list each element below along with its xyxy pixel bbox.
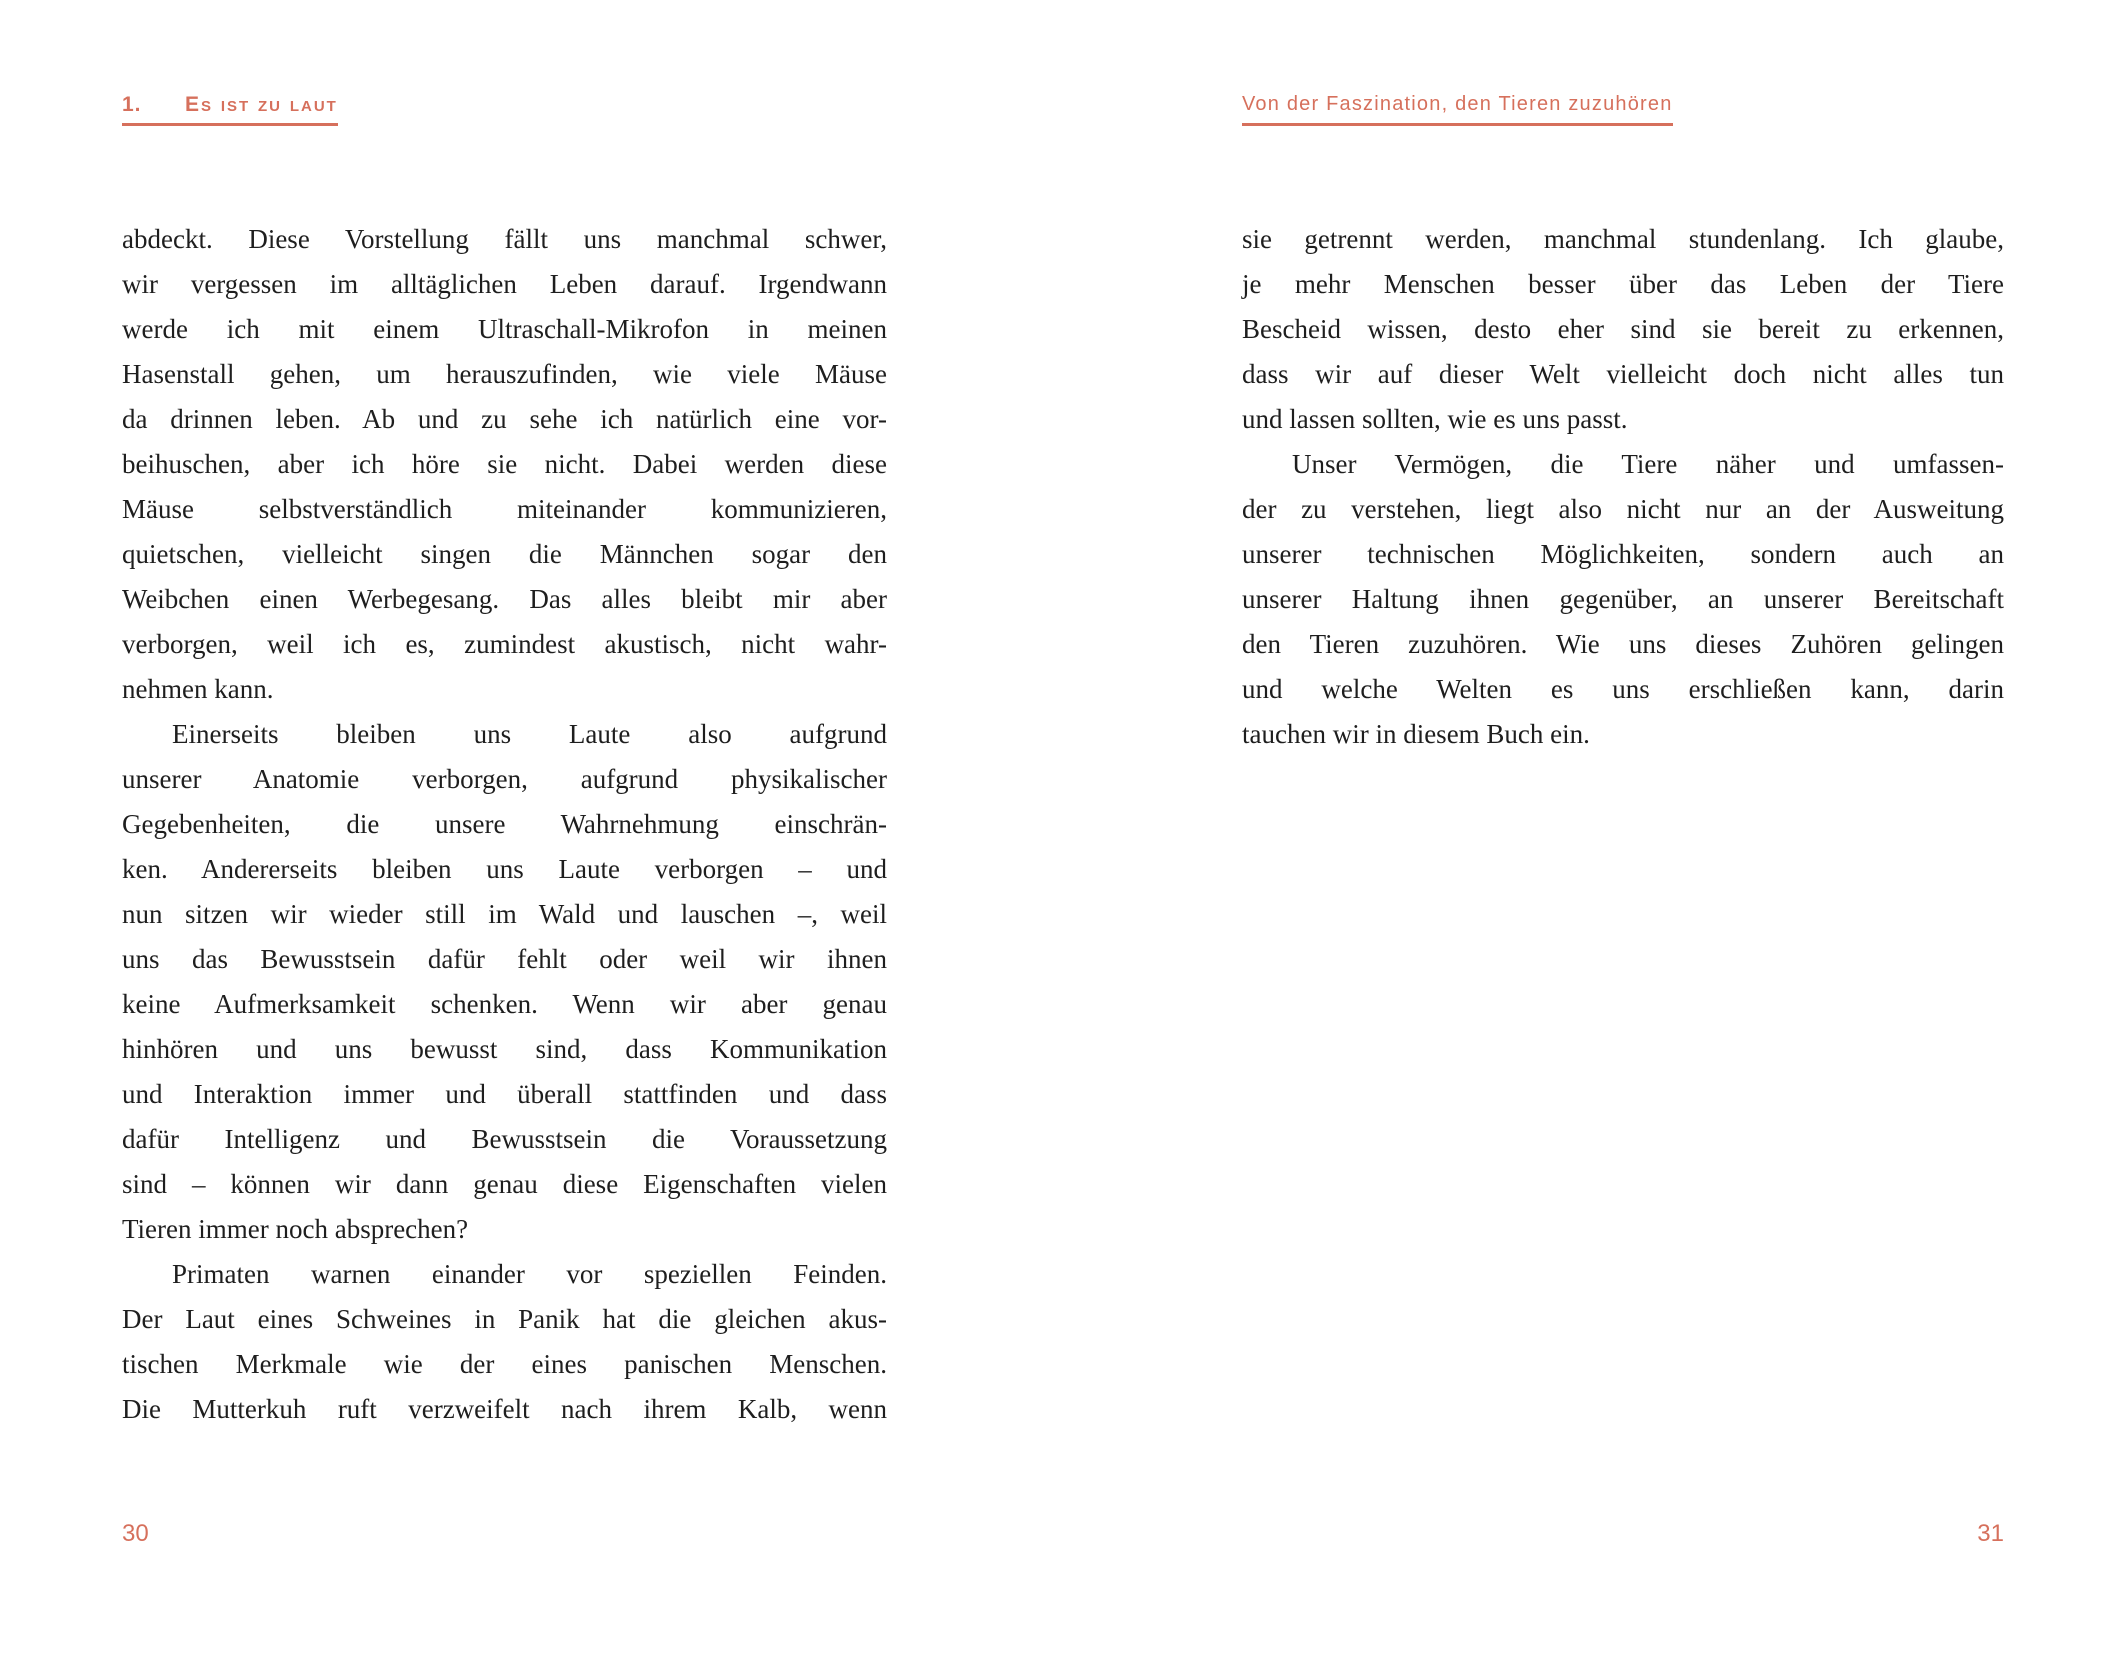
section-header [1242, 94, 1673, 126]
text-line: nun sitzen wir wieder still im Wald und lauschen –, weil [122, 899, 887, 929]
text-line: Tieren immer noch absprechen? [122, 1214, 469, 1244]
text-line: werde ich mit einem Ultraschall-Mikrofon in meinen [122, 314, 887, 344]
text-line: unserer Anatomie verborgen, aufgrund physikalischer [122, 764, 887, 794]
text-line: beihuschen, aber ich höre sie nicht. Dabei werden diese [122, 449, 887, 479]
text-line: quietschen, vielleicht singen die Männchen sogar den [122, 539, 887, 569]
chapter-title: Es ist zu laut [185, 93, 338, 116]
chapter-number: 1. [122, 93, 142, 116]
text-line: Einerseits bleiben uns Laute also aufgrund [172, 719, 887, 749]
text-line: keine Aufmerksamkeit schenken. Wenn wir aber genau [122, 989, 887, 1019]
text-line: abdeckt. Diese Vorstellung fällt uns manchmal schwer, [122, 224, 887, 254]
text-line: Die Mutterkuh ruft verzweifelt nach ihrem Kalb, wenn [122, 1394, 887, 1424]
text-line: nehmen kann. [122, 674, 274, 704]
text-line: Unser Vermögen, die Tiere näher und umfassen- [1292, 449, 2004, 479]
page-number-right: 31 [1977, 1520, 2004, 1547]
body-text-right [1242, 217, 2004, 757]
page-number-left: 30 [122, 1520, 149, 1547]
text-line: tauchen wir in diesem Buch ein. [1242, 719, 1590, 749]
section-title: Von der Faszination, den Tieren zuzuhören [1242, 93, 1673, 115]
text-line: der zu verstehen, liegt also nicht nur an der Ausweitung [1242, 494, 2004, 524]
text-line: hinhören und uns bewusst sind, dass Kommunikation [122, 1034, 887, 1064]
text-line: Hasenstall gehen, um herauszufinden, wie viele Mäuse [122, 359, 887, 389]
text-line: und lassen sollten, wie es uns passt. [1242, 404, 1628, 434]
text-line: uns das Bewusstsein dafür fehlt oder weil wir ihnen [122, 944, 887, 974]
body-text-left [122, 217, 887, 1432]
text-line: dafür Intelligenz und Bewusstsein die Voraussetzung [122, 1124, 887, 1154]
text-line: sie getrennt werden, manchmal stundenlang. Ich glaube, [1242, 224, 2004, 254]
text-line: den Tieren zuzuhören. Wie uns dieses Zuhören gelingen [1242, 629, 2004, 659]
text-line: ken. Andererseits bleiben uns Laute verborgen – und [122, 854, 887, 884]
text-line: dass wir auf dieser Welt vielleicht doch nicht alles tun [1242, 359, 2004, 389]
text-line: und Interaktion immer und überall stattfinden und dass [122, 1079, 887, 1109]
text-line: verborgen, weil ich es, zumindest akustisch, nicht wahr- [122, 629, 887, 659]
text-line: da drinnen leben. Ab und zu sehe ich natürlich eine vor- [122, 404, 887, 434]
text-line: wir vergessen im alltäglichen Leben darauf. Irgendwann [122, 269, 887, 299]
text-line: sind – können wir dann genau diese Eigenschaften vielen [122, 1169, 887, 1199]
text-line: Primaten warnen einander vor speziellen Feinden. [172, 1259, 887, 1289]
text-line: unserer Haltung ihnen gegenüber, an unserer Bereitschaft [1242, 584, 2004, 614]
text-line: tischen Merkmale wie der eines panischen Menschen. [122, 1349, 887, 1379]
text-line: Gegebenheiten, die unsere Wahrnehmung einschrän- [122, 809, 887, 839]
text-line: Bescheid wissen, desto eher sind sie bereit zu erkennen, [1242, 314, 2004, 344]
chapter-header [122, 94, 338, 126]
text-line: je mehr Menschen besser über das Leben der Tiere [1242, 269, 2004, 299]
text-line: Der Laut eines Schweines in Panik hat die gleichen akus- [122, 1304, 887, 1334]
text-line: Mäuse selbstverständlich miteinander kommunizieren, [122, 494, 887, 524]
text-line: Weibchen einen Werbegesang. Das alles bleibt mir aber [122, 584, 887, 614]
text-line: und welche Welten es uns erschließen kann, darin [1242, 674, 2004, 704]
text-line: unserer technischen Möglichkeiten, sondern auch an [1242, 539, 2004, 569]
